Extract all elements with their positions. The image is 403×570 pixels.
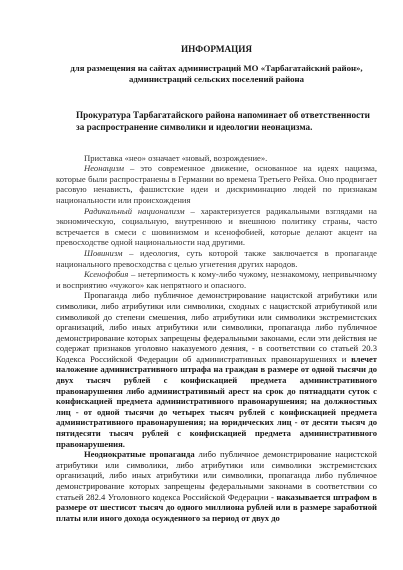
definition-xenophobia xyxy=(56,269,377,290)
prosecutor-notice: Прокуратура Тарбагатайского района напоминает об ответственности за распространение символики и идеологии неонацизма. xyxy=(76,109,370,132)
definition-text: – это современное движение, основанное на идеях нацизма, которые были распространены в Германии во времена Третьего Рейха. Оно продвигает расовую ненависть, фашистские идеи и дискриминацию людей по признакам национальности или происхождения xyxy=(56,163,377,205)
spacer xyxy=(56,133,377,153)
paragraph-text: либо публичное демонстрирование нацистской атрибутики или символики, либо атрибутики или символики экстремистских организаций, либо иных атрибутики или символики, пропаганда либо публичное демонстрирование которых запрещены федеральными законами в соответствии со статьей 282.4 Уголовного кодекса Российской Федерации - xyxy=(56,449,377,502)
definition-text: – характеризуется радикальными взглядами на экономическую, социальную, внутреннюю и внешнюю политику страны, часто встречается в смеси с шовинизмом и ксенофобией, которые делают акцент на превосходстве одной национальности над другими. xyxy=(56,205,377,248)
definition-text: – нетерпимость к кому-либо чужому, незнакомому, непривычному и восприятию «чужого» как непрятного и опасного. xyxy=(56,269,377,290)
definition-term: Радикальный национализм xyxy=(84,205,185,216)
definition-prefix xyxy=(56,153,377,164)
paragraph-lead: Неоднократные пропаганда xyxy=(84,449,195,460)
paragraph-article-282-4 xyxy=(56,449,377,523)
definition-term: Шовинизм xyxy=(84,247,123,258)
definition-chauvinism xyxy=(56,248,377,269)
definition-text: Приставка «нео» означает «новый, возрождение». xyxy=(84,152,268,163)
definitions-list xyxy=(56,153,377,291)
definition-term: Неонацизм xyxy=(84,163,124,174)
paragraph-article-20-3 xyxy=(56,290,377,449)
definition-term: Ксенофобия xyxy=(84,269,129,280)
paragraph-text: Пропаганда либо публичное демонстрирование нацистской атрибутики или символики, либо атрибутики или символики, сходных с нацистской атрибутикой или символикой до степени смешения, либо атрибутики или символики экстремистских организаций, либо иных атрибутики или символики, пропаганда либо публичное демонстрирование которых запрещены федеральными законами, если эти действия не содержат признаков уголовно наказуемого деяния, - в соответствии со статьей 20.3 Кодекса Российской Федерации об административных правонарушениях и xyxy=(56,290,377,364)
paragraph-penalty: влечет наложение административного штрафа на граждан в размере от одной тысячи до двух тысяч рублей с конфискацией предмета административного правонарушения либо административный арест на срок до пятнадцати суток с конфискацией предмета административного правонарушения; на должностных лиц - от одной тысячи до четырех тысяч рублей с конфискацией предмета административного правонарушения; на юридических лиц - от десяти тысяч до пятидесяти тысяч рублей с конфискацией предмета административного правонарушения. xyxy=(56,353,377,449)
definition-radical-nationalism xyxy=(56,206,377,248)
definition-neonazism xyxy=(56,163,377,205)
paragraph-penalty: наказывается штрафом в размере от шестисот тысяч до одного миллиона рублей или в размере заработной платы или иного дохода осужденного за период от двух до xyxy=(56,491,377,523)
definition-text: – идеология, суть которой также заключается в пропаганде национального превосходства с целью угнетения других народов. xyxy=(56,247,377,269)
document-title: ИНФОРМАЦИЯ xyxy=(180,44,253,54)
document-subtitle: для размещения на сайтах администраций МО «Тарбагатайский район», администраций сельских поселений района xyxy=(70,62,363,84)
